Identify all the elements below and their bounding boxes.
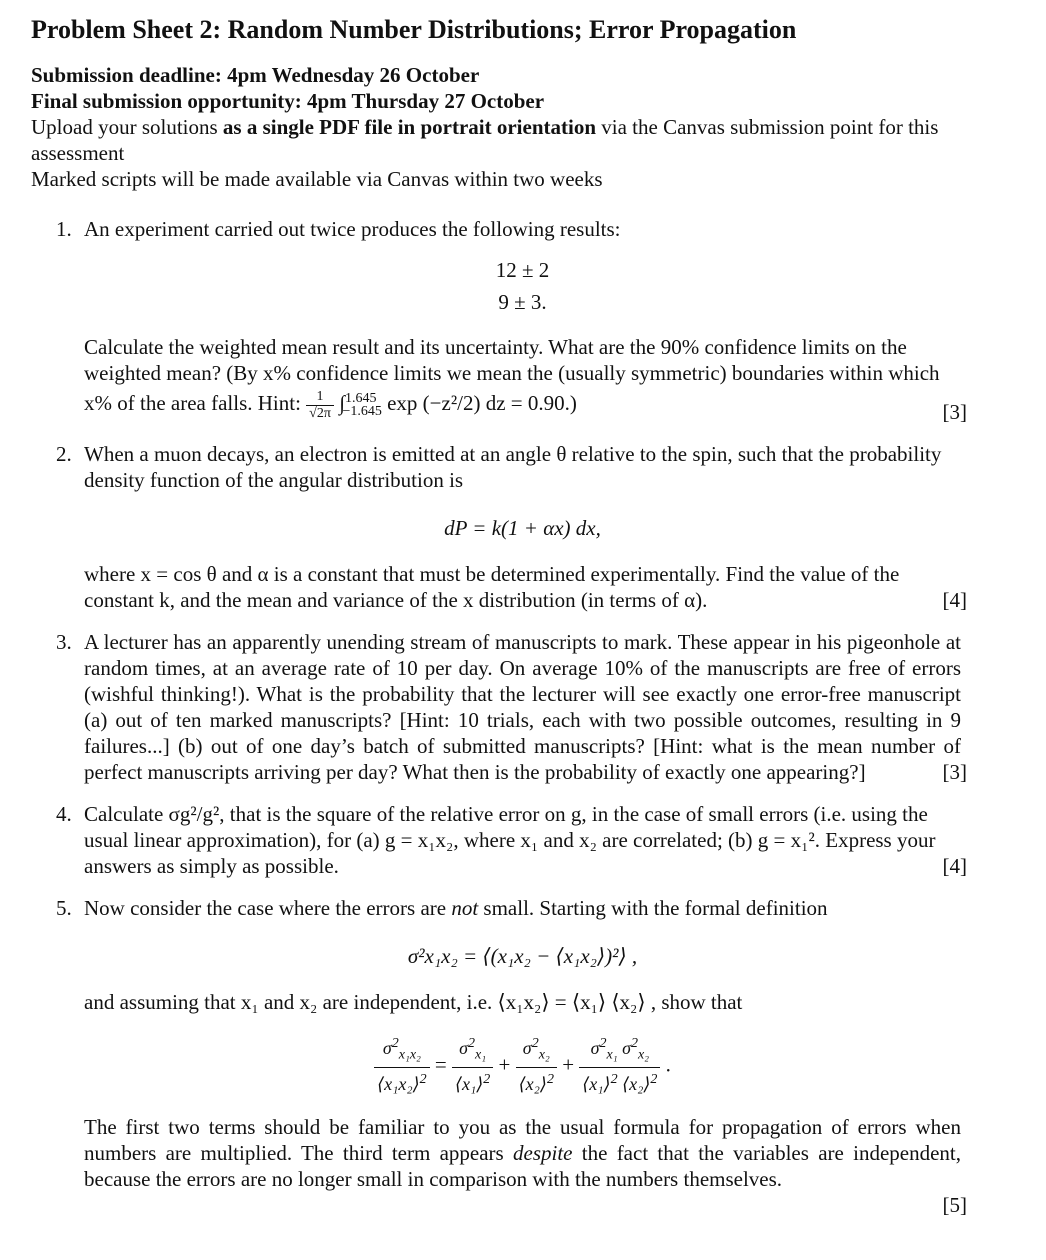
problem-3 — [31, 629, 967, 785]
problem-text: Calculate the weighted mean result and its uncertainty. What are the 90% confidence limits on the weighted mean? (By x% confidence limits we mean the (usually symmetric) boundaries within which x% of the area falls. Hint: $\frac{1}{√2\pi}$ ∫$^{1.645}_{-1.645}$ exp (−z²/2) dz = 0.90.) — [84, 335, 940, 421]
hint-fraction: $\frac{1}{√2\pi}$ — [306, 389, 334, 422]
marks-badge: [4] — [942, 588, 967, 613]
upload-instructions: Upload your solutions as a single PDF file in portrait orientation via the Canvas submission point for this assessment — [31, 115, 939, 165]
pdf-equation: dP = k(1 + αx) dx, — [444, 516, 601, 541]
final-submission: Final submission opportunity: 4pm Thursday 27 October — [31, 89, 545, 113]
marks-badge: [3] — [942, 400, 967, 425]
problem-intro: An experiment carried out twice produces the following results: — [84, 217, 621, 241]
problem-number: 1. — [56, 217, 72, 241]
error-propagation-equation: $\frac{\sigma^2_{x_1x_2}}{⟨x_1x_2⟩^2}$ = $\frac{\sigma^2_{x_1}}{⟨x_1⟩^2}$ + $\frac{\sigma^2_{x_2}}{⟨x_2⟩^2}$ + $\frac{\sigma^2_{x_1} \sigma^2_{x_2}}{⟨x_1⟩^2 ⟨x_2⟩^2}$ . — [84, 1033, 961, 1096]
result-1: 12 ± 2 — [495, 258, 550, 282]
marks-badge: [5] — [942, 1192, 967, 1217]
problem-5 — [31, 895, 967, 1218]
problem-intro: Now consider the case where the errors are not small. Starting with the formal definition — [84, 896, 828, 921]
submission-info — [31, 62, 961, 192]
results-display — [84, 254, 961, 318]
problem-text-continued: where x = cos θ and α is a constant that must be determined experimentally. Find the value of the constant k, and the mean and variance of the x distribution (in terms of α). — [84, 562, 900, 613]
page-title: Problem Sheet 2: Random Number Distributions; Error Propagation — [31, 15, 797, 44]
problem-text: When a muon decays, an electron is emitted at an angle θ relative to the spin, such that the probability density function of the angular distribution is — [84, 442, 942, 493]
problem-sheet — [31, 14, 967, 1218]
problem-text: Calculate σg²/g², that is the square of the relative error on g, in the case of small errors (i.e. using the usual linear approximation), for (a) g = x₁x₂, where x₁ and x₂ are correlated; (b) g = x₁². Express your answers as simply as possible. — [84, 802, 936, 879]
closing-text: The first two terms should be familiar to you as the usual formula for propagation of errors when numbers are multiplied. The third term appears despite the fact that the variables are independent, because the errors are no longer small in comparison with the numbers themselves. — [84, 1114, 961, 1191]
result-2: 9 ± 3. — [498, 290, 547, 314]
problem-number: 4. — [56, 802, 72, 827]
marked-scripts-note: Marked scripts will be made available via Canvas within two weeks — [31, 167, 603, 191]
problem-text: and assuming that x₁ and x₂ are independent, i.e. ⟨x₁x₂⟩ = ⟨x₁⟩ ⟨x₂⟩ , show that — [84, 990, 743, 1015]
problem-number: 5. — [56, 896, 72, 921]
problem-text: A lecturer has an apparently unending stream of manuscripts to mark. These appear in his pigeonhole at random times, at an average rate of 10 per day. On average 10% of the manuscripts are free of errors (wishful thinking!). What is the probability that the lecturer will see exactly one error-free manuscript (a) out of ten marked manuscripts? [Hint: 10 trials, each with two possible outcomes, resulting in 9 failures...] (b) out of one day’s batch of submitted manuscripts? [Hint: what is the mean number of perfect manuscripts arriving per day? What then is the probability of exactly one appearing?] — [84, 630, 961, 785]
marks-badge: [4] — [942, 854, 967, 879]
problem-2 — [31, 441, 967, 613]
marks-badge: [3] — [942, 760, 967, 785]
variance-definition: σ²x₁x₂ = ⟨(x₁x₂ − ⟨x₁x₂⟩)²⟩ , — [407, 944, 638, 969]
submission-deadline: Submission deadline: 4pm Wednesday 26 October — [31, 63, 480, 87]
problem-number: 3. — [56, 630, 72, 655]
problem-1 — [31, 216, 967, 425]
problem-number: 2. — [56, 442, 72, 467]
problem-4 — [31, 801, 967, 879]
